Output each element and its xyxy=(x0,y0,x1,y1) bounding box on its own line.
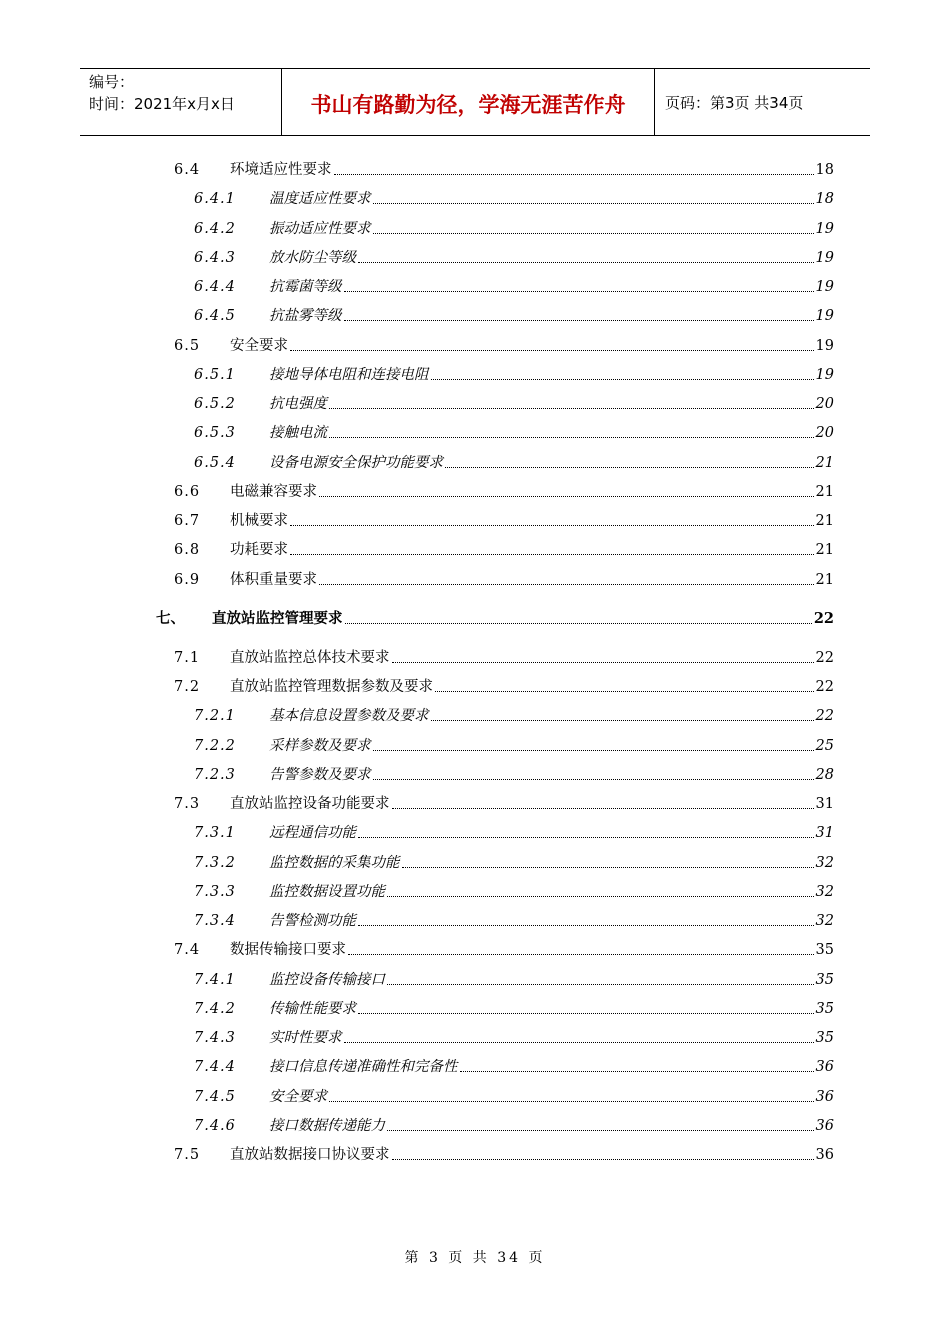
toc-entry-number: 7.4.1 xyxy=(194,971,236,988)
toc-entry-number: 6.4.1 xyxy=(194,191,236,208)
toc-entry[interactable] xyxy=(194,1053,834,1077)
toc-entry-number: 7.5 xyxy=(174,1147,201,1163)
toc-leader-dots xyxy=(345,622,812,624)
toc-entry-title: 安全要求 xyxy=(269,1088,327,1105)
toc-entry-title: 接口信息传递准确性和完备性 xyxy=(269,1059,458,1076)
toc-leader-dots xyxy=(329,1100,814,1102)
toc-entry-page: 20 xyxy=(815,425,834,442)
toc-entry-title: 实时性要求 xyxy=(269,1030,342,1046)
toc-entry-title: 直放站数据接口协议要求 xyxy=(230,1147,390,1163)
toc-leader-dots xyxy=(290,524,814,526)
toc-entry-page: 19 xyxy=(815,279,834,295)
toc-leader-dots xyxy=(329,436,814,438)
toc-entry-title: 接口数据传递能力 xyxy=(269,1117,385,1134)
toc-entry-number: 7.3.4 xyxy=(194,913,236,929)
toc-entry-number: 7.4.5 xyxy=(194,1088,236,1105)
toc-leader-dots xyxy=(392,807,814,809)
toc-entry-number: 7.2.2 xyxy=(194,737,236,754)
toc-leader-dots xyxy=(373,232,814,234)
toc-leader-dots xyxy=(445,466,814,468)
toc-leader-dots xyxy=(402,866,814,868)
toc-entry[interactable] xyxy=(174,1141,834,1165)
toc-entry-title: 体积重量要求 xyxy=(230,571,317,588)
toc-entry-number: 7.3.1 xyxy=(194,825,236,842)
toc-entry-title: 监控设备传输接口 xyxy=(269,971,385,988)
toc-entry-number: 6.5.3 xyxy=(194,425,236,442)
toc-entry-number: 6.4.5 xyxy=(194,308,236,325)
toc-entry-title: 功耗要求 xyxy=(230,542,288,559)
toc-leader-dots xyxy=(290,553,814,555)
toc-entry[interactable] xyxy=(194,390,834,414)
header-meta xyxy=(80,69,282,135)
toc-entry-page: 35 xyxy=(815,942,834,959)
toc-entry-title: 传输性能要求 xyxy=(269,1000,356,1017)
toc-entry-number: 6.4.2 xyxy=(194,220,236,237)
toc-entry[interactable] xyxy=(194,761,834,785)
toc-entry-number: 6.8 xyxy=(174,542,201,559)
page-footer: 第 3 页 共 34 页 xyxy=(404,1250,546,1266)
toc-entry-page: 20 xyxy=(815,396,834,412)
toc-entry-number: 7.3 xyxy=(174,796,201,812)
toc-entry-title: 机械要求 xyxy=(230,513,288,529)
toc-entry-title: 电磁兼容要求 xyxy=(230,483,317,500)
toc-entry-page: 36 xyxy=(815,1147,834,1163)
toc-entry-title: 直放站监控总体技术要求 xyxy=(230,649,390,666)
toc-leader-dots xyxy=(329,407,814,409)
toc-entry-page: 35 xyxy=(815,1030,834,1046)
toc-entry[interactable] xyxy=(194,361,834,385)
header-page-info: 页码：第3页 共34页 xyxy=(665,93,804,112)
toc-entry-title: 设备电源安全保护功能要求 xyxy=(269,454,443,471)
toc-entry-title: 告警参数及要求 xyxy=(269,766,371,783)
toc-leader-dots xyxy=(358,836,814,838)
toc-entry-page: 25 xyxy=(815,737,834,754)
toc-entry-title: 接触电流 xyxy=(269,425,327,442)
toc-entry-page: 18 xyxy=(815,162,834,178)
toc-entry-page: 22 xyxy=(815,649,834,666)
toc-entry[interactable] xyxy=(194,449,834,473)
toc-leader-dots xyxy=(319,583,814,585)
toc-entry[interactable] xyxy=(174,332,834,356)
toc-entry-page: 21 xyxy=(815,483,834,500)
page-header xyxy=(80,68,870,136)
toc-entry[interactable] xyxy=(194,878,834,902)
toc-entry-number: 6.4.3 xyxy=(194,249,236,266)
toc-entry-page: 19 xyxy=(815,308,834,325)
toc-entry[interactable] xyxy=(194,1112,834,1136)
toc-leader-dots xyxy=(431,719,814,721)
toc-leader-dots xyxy=(344,1041,814,1043)
toc-entry-title: 监控数据设置功能 xyxy=(269,883,385,900)
toc-entry[interactable] xyxy=(194,273,834,297)
toc-entry[interactable] xyxy=(194,1083,834,1107)
toc-entry-title: 基本信息设置参数及要求 xyxy=(269,708,429,725)
toc-entry-page: 19 xyxy=(815,249,834,266)
toc-leader-dots xyxy=(290,349,814,351)
toc-entry-page: 19 xyxy=(815,220,834,237)
toc-entry[interactable] xyxy=(194,419,834,443)
toc-entry[interactable] xyxy=(194,966,834,990)
toc-leader-dots xyxy=(319,495,814,497)
toc-entry-number: 7.3.2 xyxy=(194,854,236,871)
toc-entry-title: 放水防尘等级 xyxy=(269,249,356,266)
toc-entry-number: 7.1 xyxy=(174,649,201,666)
toc-leader-dots xyxy=(358,924,814,926)
toc-entry-page: 19 xyxy=(815,337,834,354)
toc-entry-page: 21 xyxy=(815,513,834,529)
toc-entry-title: 安全要求 xyxy=(230,337,288,354)
toc-entry-number: 7.2.1 xyxy=(194,708,236,725)
toc-entry-page: 22 xyxy=(815,708,834,725)
toc-entry-page: 35 xyxy=(815,971,834,988)
toc-leader-dots xyxy=(431,378,814,380)
toc-entry-number: 6.4 xyxy=(174,162,201,178)
toc-entry-page: 36 xyxy=(815,1059,834,1076)
toc-entry-number: 7.4.4 xyxy=(194,1059,236,1076)
header-motto: 书山有路勤为径，学海无涯苦作舟 xyxy=(282,69,655,135)
toc-leader-dots xyxy=(344,319,814,321)
toc-entry-page: 32 xyxy=(815,883,834,900)
toc-leader-dots xyxy=(344,290,814,292)
toc-entry-number: 7.4.2 xyxy=(194,1000,236,1017)
toc-leader-dots xyxy=(460,1070,814,1072)
toc-entry-page: 21 xyxy=(815,454,834,471)
toc-entry-page: 22 xyxy=(815,679,834,695)
toc-entry[interactable] xyxy=(156,605,834,629)
toc-entry-page: 31 xyxy=(815,825,834,842)
toc-entry[interactable] xyxy=(194,185,834,209)
toc-entry-page: 36 xyxy=(815,1117,834,1134)
toc-entry-number: 7.2.3 xyxy=(194,766,236,783)
toc-entry-title: 告警检测功能 xyxy=(269,913,356,929)
toc-entry[interactable] xyxy=(174,673,834,697)
toc-entry[interactable] xyxy=(194,995,834,1019)
toc-entry[interactable] xyxy=(194,819,834,843)
toc-entry-page: 19 xyxy=(815,366,834,383)
toc-leader-dots xyxy=(387,895,814,897)
toc-entry-title: 环境适应性要求 xyxy=(230,162,332,178)
toc-entry-title: 接地导体电阻和连接电阻 xyxy=(269,366,429,383)
toc-entry-title: 抗电强度 xyxy=(269,396,327,412)
toc-entry-page: 21 xyxy=(815,542,834,559)
toc-entry-title: 抗盐雾等级 xyxy=(269,308,342,325)
toc-entry[interactable] xyxy=(174,644,834,668)
toc-entry-page: 31 xyxy=(815,796,834,812)
toc-entry-number: 七、 xyxy=(156,609,185,627)
toc-leader-dots xyxy=(373,749,814,751)
toc-entry-number: 7.4 xyxy=(174,942,201,959)
toc-entry-number: 7.4.3 xyxy=(194,1030,236,1046)
toc-entry-page: 28 xyxy=(815,766,834,783)
toc-entry[interactable] xyxy=(194,1024,834,1048)
toc-leader-dots xyxy=(373,778,814,780)
toc-entry[interactable] xyxy=(174,507,834,531)
toc-entry-page: 35 xyxy=(815,1000,834,1017)
toc-entry-number: 6.6 xyxy=(174,483,201,500)
toc-entry[interactable] xyxy=(194,732,834,756)
toc-entry[interactable] xyxy=(194,907,834,931)
toc-entry-page: 22 xyxy=(813,609,834,627)
toc-entry-number: 6.4.4 xyxy=(194,279,236,295)
toc-entry-title: 直放站监控设备功能要求 xyxy=(230,796,390,812)
toc-leader-dots xyxy=(334,173,814,175)
toc-entry-title: 抗霉菌等级 xyxy=(269,279,342,295)
toc-entry[interactable] xyxy=(194,244,834,268)
toc-entry-number: 6.5.2 xyxy=(194,396,236,412)
toc-entry-page: 18 xyxy=(815,191,834,208)
toc-entry[interactable] xyxy=(174,156,834,180)
toc-leader-dots xyxy=(392,1158,814,1160)
toc-entry-title: 数据传输接口要求 xyxy=(230,942,346,959)
toc-entry[interactable] xyxy=(174,478,834,502)
toc-entry[interactable] xyxy=(174,536,834,560)
toc-entry-number: 7.4.6 xyxy=(194,1117,236,1134)
toc-entry-title: 直放站监控管理要求 xyxy=(212,609,343,627)
toc-entry-number: 6.5.4 xyxy=(194,454,236,471)
document-number-label: 编号： xyxy=(89,73,135,91)
toc-entry-page: 36 xyxy=(815,1088,834,1105)
toc-entry-number: 7.3.3 xyxy=(194,883,236,900)
toc-entry-title: 远程通信功能 xyxy=(269,825,356,842)
document-time-label: 时间：2021年x月x日 xyxy=(89,95,235,113)
toc-entry[interactable] xyxy=(194,849,834,873)
toc-entry-number: 6.9 xyxy=(174,571,201,588)
toc-entry-title: 采样参数及要求 xyxy=(269,737,371,754)
toc-leader-dots xyxy=(358,1012,814,1014)
toc-entry-number: 6.5.1 xyxy=(194,366,236,383)
toc-leader-dots xyxy=(358,261,814,263)
toc-entry-title: 监控数据的采集功能 xyxy=(269,854,400,871)
toc-leader-dots xyxy=(392,661,814,663)
toc-entry-number: 6.5 xyxy=(174,337,201,354)
toc-entry-title: 温度适应性要求 xyxy=(269,191,371,208)
toc-entry-page: 32 xyxy=(815,913,834,929)
toc-entry[interactable] xyxy=(174,790,834,814)
toc-entry[interactable] xyxy=(174,566,834,590)
toc-entry-number: 6.7 xyxy=(174,513,201,529)
toc-entry[interactable] xyxy=(174,936,834,960)
toc-leader-dots xyxy=(387,983,814,985)
toc-leader-dots xyxy=(348,953,814,955)
toc-leader-dots xyxy=(387,1129,814,1131)
toc-entry-title: 直放站监控管理数据参数及要求 xyxy=(230,679,433,695)
toc-leader-dots xyxy=(373,202,814,204)
toc-entry[interactable] xyxy=(194,302,834,326)
toc-entry-page: 21 xyxy=(815,571,834,588)
toc-leader-dots xyxy=(435,690,814,692)
toc-entry[interactable] xyxy=(194,215,834,239)
toc-entry-number: 7.2 xyxy=(174,679,201,695)
toc-entry[interactable] xyxy=(194,702,834,726)
toc-entry-title: 振动适应性要求 xyxy=(269,220,371,237)
toc-entry-page: 32 xyxy=(815,854,834,871)
